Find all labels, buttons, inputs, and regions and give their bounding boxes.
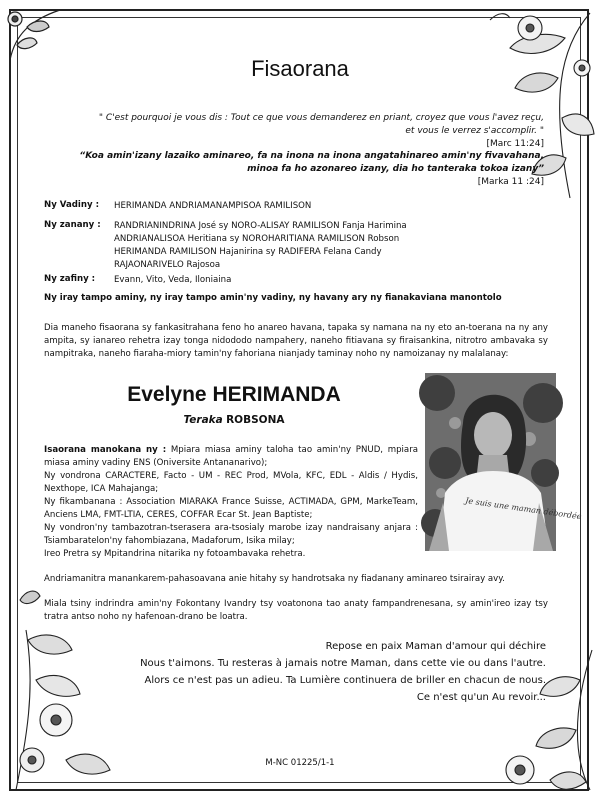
special-thanks-line: Ny fikambanana : Association MIARAKA France Suisse, ACTIMADA, GPM, MarkeTeam, Anciens LMA, FMT-LTIA, CERES, COFFAR Ecar St. Jean Baptiste;: [44, 497, 418, 520]
footer-reference: M-NC 01225/1-1: [265, 758, 335, 768]
grandchildren-label: Ny zafiny :: [44, 274, 96, 284]
children-entry: RANDRIANINDRINA José sy NORO-ALISAY RAMILISON Fanja Harimina: [114, 221, 407, 231]
quote-french-line: et vous le verrez s'accomplir. ": [405, 126, 544, 136]
closing-line: Repose en paix Maman d'amour qui déchire: [325, 641, 546, 652]
special-thanks-line: Ny vondrona CARACTERE, Facto - UM - REC Prod, MVola, KFC, EDL - Aldis / Hydis, Nexthope, ICA Mahajanga;: [44, 471, 418, 494]
spouse-label: Ny Vadiny :: [44, 200, 100, 210]
closing-line: Nous t'aimons. Tu resteras à jamais notre Maman, dans cette vie ou dans l'autre.: [140, 658, 546, 669]
special-thanks-block: [44, 444, 418, 561]
quote-malagasy-line: minoa fa ho azonareo izany, dia ho tanteraka tokoa izany”: [247, 164, 544, 174]
family-summary: Ny iray tampo aminy, ny iray tampo amin'ny vadiny, ny havany ary ny fianakaviana manontolo: [44, 293, 502, 303]
apology-paragraph: Miala tsiny indrindra amin'ny Fokontany Ivandry tsy voatonona tao anaty fampandrenesana, sy amin'ireo izay tsy tratra antso noho ny hafenoan-drano be loatra.: [44, 599, 548, 622]
special-thanks-line: Mpiara miasa aminy taloha tao amin'ny PNUD, mpiara miasa aminy vadiny ENS (Oniversite Antananarivo);: [44, 445, 418, 468]
reference-malagasy: [Marka 11 :24]: [477, 177, 544, 187]
page-title: Fisaorana: [251, 56, 349, 81]
children-entry: RAJAONARIVELO Rajosoa: [114, 260, 221, 270]
teraka-label: Teraka: [183, 414, 223, 426]
birth-name: [44, 414, 424, 426]
special-thanks-line: Ny vondron'ny tambazotran-tserasera ara-tsosialy marobe izay nandraisany anjara : Tsiambaratelon'ny fahombiazana, Madaforum, Isika milay;: [44, 523, 418, 546]
quote-french: [99, 112, 544, 138]
closing-line: Ce n'est qu'un Au revoir...: [416, 692, 546, 703]
children-label: Ny zanany :: [44, 220, 101, 230]
children-entry: HERIMANDA RAMILISON Hajanirina sy RADIFERA Felana Candy: [114, 247, 382, 257]
shirt-text: Je suis une maman débordée: [464, 496, 582, 522]
grandchildren-names: Evann, Vito, Veda, Iloniaina: [114, 275, 232, 285]
closing-line: Alors ce n'est pas un adieu. Ta Lumière continuera de briller en chacun de nous.: [144, 675, 546, 686]
children-entry: ANDRIANALISOA Heritiana sy NOROHARITIANA RAMILISON Robson: [114, 234, 400, 244]
quote-malagasy-line: “Koa amin'izany lazaiko aminareo, fa na inona na inona angatahinareo amin'ny fivavahana,: [79, 151, 544, 161]
closing-message: [140, 638, 546, 706]
special-thanks-line: Ireo Pretra sy Mpitandrina nitarika ny fotoambavaka rehetra.: [44, 549, 306, 559]
special-thanks-label: Isaorana manokana ny :: [44, 445, 167, 455]
deceased-name: Evelyne HERIMANDA: [127, 383, 341, 406]
quote-french-line: " C'est pourquoi je vous dis : Tout ce que vous demanderez en priant, croyez que vous l'avez reçu,: [98, 113, 544, 123]
maiden-name: ROBSONA: [226, 414, 285, 426]
children-list: [114, 220, 407, 272]
portrait-photo: [425, 373, 582, 551]
blessing-paragraph: Andriamanitra manankarem-pahasoavana anie hitahy sy handrotsaka ny fiadanany aminareo tsirairay avy.: [44, 574, 505, 584]
quote-malagasy: [79, 150, 544, 176]
intro-paragraph: Dia maneho fisaorana sy fankasitrahana feno ho anareo havana, tapaka sy namana na ny eto an-toerana na ny any ampita, sy ianareo rehetra izay tonga nidododo nampahery, naneho fitiavana sy firaisankina, nitrotro ambavaka sy nampitraka, naneho fiaraha-miory tamin'ny fahoriana nianjady taminay noho ny namoizanay ny malalanay:: [44, 323, 548, 359]
reference-french: [Marc 11:24]: [486, 139, 544, 149]
spouse-name: HERIMANDA ANDRIAMANAMPISOA RAMILISON: [114, 201, 312, 211]
